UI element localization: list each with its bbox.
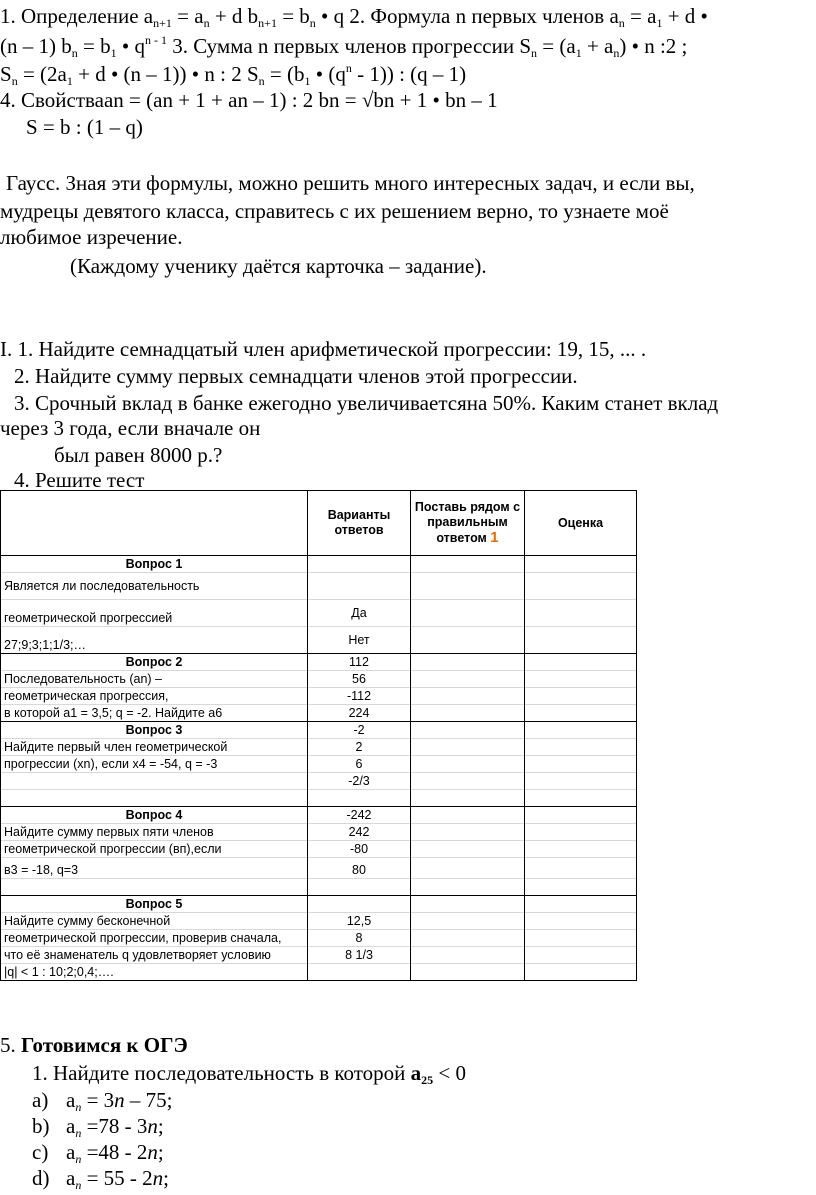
task-3-line-1: 3. Срочный вклад в банке ежегодно увеличиваетсяна 50%. Каким станет вклад <box>14 391 719 415</box>
question-2-answer-1: 56 <box>308 671 411 688</box>
formula-line-4: 4. Свойстваan = (an + 1 + an – 1) : 2 bn = √bn + 1 • bn – 1 <box>0 88 498 112</box>
question-1-text-2: геометрической прогрессией <box>1 600 308 627</box>
table-row <box>1 841 637 858</box>
formula-line-1: 1. Определение $a_{n+1} = a_n + d$ $b_{n+1} = b_n$ • q 2. Формула n первых членов $a_n = a_1 + d$ • <box>0 4 708 30</box>
question-4-answer-1: 242 <box>308 824 411 841</box>
formula-line-3: $S_n = (2a_1 + d$ • (n – 1)) • n : 2 $S_n = (b_1$ • $(q^n - 1)$) : (q – 1) <box>0 61 467 88</box>
intro-line-4: (Каждому ученику даётся карточка – задание). <box>70 254 487 278</box>
table-row <box>1 964 637 981</box>
question-3-answer-3: -2/3 <box>308 773 411 790</box>
table-row <box>1 790 637 807</box>
question-5-text-3: что её знаменатель q удовлетворяет условию <box>1 947 308 964</box>
question-1-title: Вопрос 1 <box>1 556 308 573</box>
question-3-text-2: прогрессии (xn), если x4 = -54, q = -3 <box>1 756 308 773</box>
question-5-text-2: геометрической прогрессии, проверив сначала, <box>1 930 308 947</box>
table-row <box>1 896 637 913</box>
question-2-title: Вопрос 2 <box>1 654 308 671</box>
formula-line-5: S = b : (1 – q) <box>26 115 143 139</box>
table-header-row <box>1 491 637 556</box>
question-1-text-3: 27;9;3;1;1/3;… <box>1 627 308 654</box>
table-row <box>1 573 637 600</box>
oge-option-a: a) $a_n = 3n - 75$; <box>32 1088 173 1114</box>
question-4-answer-2: -80 <box>308 841 411 858</box>
table-row <box>1 627 637 654</box>
oge-option-b: b) $a_n =78 - 3n$; <box>32 1114 164 1140</box>
table-row <box>1 556 637 573</box>
intro-line-2: мудрецы девятого класса, справитесь с их решением верно, то узнаете моё <box>0 199 669 223</box>
question-3-answer-2: 6 <box>308 756 411 773</box>
oge-question: 1. Найдите последовательность в которой $a_{25} < 0$ <box>32 1061 466 1087</box>
intro-line-1: Гаусс. Зная эти формулы, можно решить много интересных задач, и если вы, <box>6 171 695 195</box>
question-3-title: Вопрос 3 <box>1 722 308 739</box>
question-4-title: Вопрос 4 <box>1 807 308 824</box>
table-row <box>1 654 637 671</box>
oge-option-c: c) $a_n =48 - 2n$; <box>32 1140 164 1166</box>
table-row <box>1 600 637 627</box>
table-row <box>1 913 637 930</box>
question-2-text-1: Последовательность (an) – <box>1 671 308 688</box>
question-2-answer-0: 112 <box>308 654 411 671</box>
table-row <box>1 947 637 964</box>
question-5-answer-3: 8 1/3 <box>308 947 411 964</box>
intro-line-3: любимое изречение. <box>0 225 183 249</box>
table-row <box>1 671 637 688</box>
table-row <box>1 705 637 722</box>
table-row <box>1 930 637 947</box>
question-3-text-1: Найдите первый член геометрической <box>1 739 308 756</box>
task-4: 4. Решите тест <box>14 468 145 492</box>
table-row <box>1 722 637 739</box>
task-3-line-2: через 3 года, если вначале он <box>0 416 261 440</box>
question-1-answer-2: Нет <box>308 627 411 654</box>
question-5-text-1: Найдите сумму бесконечной <box>1 913 308 930</box>
question-2-answer-2: -112 <box>308 688 411 705</box>
question-1-text-1: Является ли последовательность <box>1 573 308 600</box>
question-2-text-3: в которой a1 = 3,5; q = -2. Найдите a6 <box>1 705 308 722</box>
header-variants: Варианты ответов <box>308 491 411 556</box>
question-4-text-3: в3 = -18, q=3 <box>1 858 308 879</box>
question-4-answer-0: -242 <box>308 807 411 824</box>
task-2: 2. Найдите сумму первых семнадцати членов этой прогрессии. <box>14 364 578 388</box>
test-table <box>0 490 637 981</box>
header-grade: Оценка <box>525 491 637 556</box>
oge-heading: 5. Готовимся к ОГЭ <box>0 1033 188 1057</box>
question-2-text-2: геометрическая прогрессия, <box>1 688 308 705</box>
table-row <box>1 773 637 790</box>
table-row <box>1 756 637 773</box>
task-1: I. 1. Найдите семнадцатый член арифметической прогрессии: 19, 15, ... . <box>0 337 647 361</box>
table-row <box>1 858 637 879</box>
question-5-answer-1: 12,5 <box>308 913 411 930</box>
table-row <box>1 688 637 705</box>
table-row <box>1 807 637 824</box>
question-5-title: Вопрос 5 <box>1 896 308 913</box>
formula-line-2: (n – 1) $b_n = b_1$ • $q^{n - 1}$ 3. Сумма n первых членов прогрессии $S_n = (a_1 + a_n)$ • n :2 ; <box>0 33 688 60</box>
question-4-text-1: Найдите сумму первых пяти членов <box>1 824 308 841</box>
table-row <box>1 879 637 896</box>
question-3-answer-0: -2 <box>308 722 411 739</box>
question-3-answer-1: 2 <box>308 739 411 756</box>
question-4-answer-3: 80 <box>308 858 411 879</box>
table-row <box>1 824 637 841</box>
header-mark: Поставь рядом с правильным ответом 1 <box>411 491 525 556</box>
header-question-cell <box>1 491 308 556</box>
table-row <box>1 739 637 756</box>
question-1-answer-1: Да <box>308 600 411 627</box>
question-5-answer-2: 8 <box>308 930 411 947</box>
header-mark-number: 1 <box>490 529 499 546</box>
question-4-text-2: геометрической прогрессии (вп),если <box>1 841 308 858</box>
oge-option-d: d) $a_n = 55 - 2n$; <box>32 1166 170 1192</box>
question-2-answer-3: 224 <box>308 705 411 722</box>
question-5-text-4: |q| < 1 : 10;2;0,4;…. <box>1 964 308 981</box>
task-3-line-3: был равен 8000 р.? <box>54 443 223 467</box>
